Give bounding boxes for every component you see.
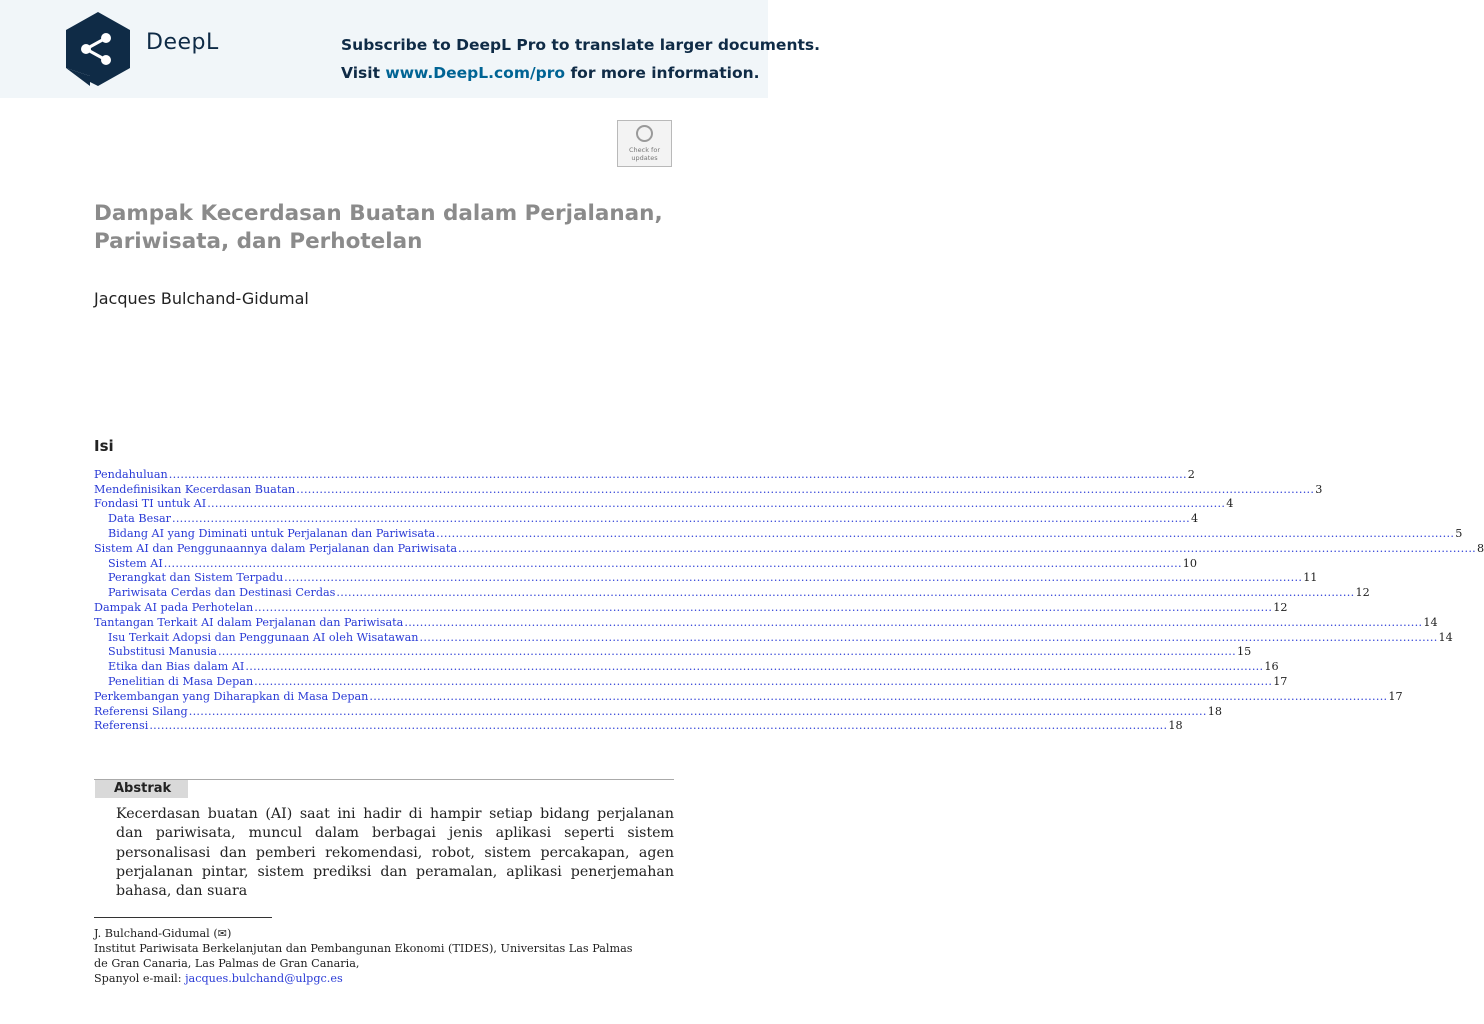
toc-leader-dots (172, 512, 1190, 525)
footnote-affiliation-1: Institut Pariwisata Berkelanjutan dan Pembangunan Ekonomi (TIDES), Universitas Las Palmas (94, 942, 633, 955)
crossmark-icon (636, 125, 653, 142)
deepl-logo-icon (62, 10, 134, 88)
toc-entry[interactable] (94, 688, 1403, 703)
toc-entry-page: 17 (1273, 674, 1288, 688)
toc-entry-label: Etika dan Bias dalam AI (108, 660, 245, 674)
toc-entry-label: Pendahuluan (94, 467, 168, 481)
toc-entry-page: 8 (1477, 541, 1484, 555)
footnote-author: J. Bulchand-Gidumal (✉) (94, 927, 232, 940)
promo-visit-text: Visit (341, 64, 386, 82)
toc-entry[interactable] (94, 644, 1252, 659)
toc-entry[interactable] (94, 703, 1222, 718)
deepl-logo-text: DeepL (146, 30, 219, 55)
toc-entry-page: 14 (1438, 630, 1453, 644)
toc-entry-page: 17 (1388, 689, 1403, 703)
toc-entry-page: 18 (1168, 719, 1183, 733)
toc-entry[interactable] (94, 481, 1323, 496)
toc-entry[interactable] (94, 496, 1234, 511)
toc-leader-dots (404, 616, 1422, 629)
toc-entry[interactable] (94, 466, 1195, 481)
toc-entry-label: Fondasi TI untuk AI (94, 497, 207, 511)
toc-entry-label: Sistem AI dan Penggunaannya dalam Perjalanan dan Pariwisata (94, 541, 457, 555)
promo-more-info-text: for more information. (565, 64, 760, 82)
toc-entry-page: 15 (1236, 645, 1252, 659)
footnote-rule (94, 917, 272, 918)
toc-entry-label: Data Besar (108, 512, 171, 526)
footnote-affiliation-2: de Gran Canaria, Las Palmas de Gran Canaria, (94, 957, 360, 970)
toc-entry[interactable] (94, 599, 1288, 614)
toc-entry[interactable] (94, 540, 1484, 555)
toc-entry-label: Substitusi Manusia (108, 645, 217, 659)
toc-entry-page: 4 (1191, 512, 1199, 526)
toc-entry-label: Referensi (94, 719, 149, 733)
toc-leader-dots (245, 660, 1263, 673)
toc-entry-page: 5 (1455, 526, 1463, 540)
toc-leader-dots (189, 705, 1207, 718)
toc-entry-label: Dampak AI pada Perhotelan (94, 600, 254, 614)
toc-entry-label: Penelitian di Masa Depan (108, 674, 254, 688)
toc-heading: Isi (94, 437, 114, 455)
toc-leader-dots (218, 645, 1236, 658)
toc-leader-dots (458, 542, 1476, 555)
check-for-updates-text (618, 147, 671, 162)
toc-leader-dots (296, 483, 1314, 496)
toc-entry[interactable] (94, 629, 1453, 644)
chapter-title: Dampak Kecerdasan Buatan dalam Perjalanan, Pariwisata, dan Perhotelan (94, 201, 663, 254)
toc-entry-page: 18 (1207, 704, 1222, 718)
footnote-email-line (94, 971, 694, 986)
promo-line-2 (341, 64, 760, 82)
toc-entry-page: 12 (1273, 600, 1288, 614)
toc-entry-label: Isu Terkait Adopsi dan Penggunaan AI oleh Wisatawan (108, 630, 419, 644)
author-name: Jacques Bulchand-Gidumal (94, 289, 309, 308)
email-link[interactable]: jacques.bulchand@ulpgc.es (185, 972, 343, 985)
table-of-contents (94, 466, 1484, 733)
toc-entry-label: Perangkat dan Sistem Terpadu (108, 571, 284, 585)
toc-entry-page: 10 (1182, 556, 1198, 570)
toc-entry[interactable] (94, 584, 1370, 600)
toc-leader-dots (369, 690, 1387, 703)
toc-entry-label: Pariwisata Cerdas dan Destinasi Cerdas (108, 586, 336, 600)
toc-leader-dots (254, 601, 1272, 614)
toc-leader-dots (336, 586, 1354, 599)
toc-entry[interactable] (94, 525, 1463, 540)
abstract-text: Kecerdasan buatan (AI) saat ini hadir di hampir setiap bidang perjalanan dan pariwisata, muncul dalam berbagai jenis aplikasi seperti sistem personalisasi dan pemberi rekomendasi, robot, sistem percakapan, agen perjalanan pintar, sistem prediksi dan peramalan, aplikasi penerjemahan bahasa, dan suara (116, 806, 674, 900)
toc-entry-label: Perkembangan yang Diharapkan di Masa Depan (94, 689, 369, 703)
toc-entry-label: Sistem AI (108, 556, 163, 570)
check-for-updates-badge[interactable] (617, 120, 672, 167)
toc-leader-dots (149, 719, 1167, 732)
toc-entry-label: Mendefinisikan Kecerdasan Buatan (94, 482, 296, 496)
toc-entry[interactable] (94, 570, 1318, 585)
toc-leader-dots (207, 497, 1225, 510)
toc-entry-page: 11 (1303, 571, 1318, 585)
deepl-banner (0, 0, 821, 98)
toc-entry-label: Referensi Silang (94, 704, 188, 718)
email-label: Spanyol e-mail: (94, 972, 186, 985)
toc-leader-dots (254, 675, 1272, 688)
toc-entry-page: 3 (1315, 482, 1323, 496)
abstract-heading: Abstrak (114, 781, 172, 796)
toc-leader-dots (420, 631, 1438, 644)
footnote (94, 926, 694, 986)
toc-leader-dots (284, 571, 1302, 584)
toc-entry[interactable] (94, 614, 1438, 629)
toc-entry[interactable] (94, 673, 1288, 688)
toc-entry-label: Bidang AI yang Diminati untuk Perjalanan dan Pariwisata (108, 526, 436, 540)
toc-entry-page: 2 (1187, 467, 1195, 481)
badge-line-2: updates (631, 153, 658, 162)
toc-entry-label: Tantangan Terkait AI dalam Perjalanan dan Pariwisata (94, 615, 404, 629)
toc-entry-page: 14 (1423, 615, 1438, 629)
toc-leader-dots (436, 527, 1454, 540)
toc-entry[interactable] (94, 555, 1198, 570)
toc-entry[interactable] (94, 510, 1199, 526)
toc-leader-dots (164, 557, 1182, 570)
toc-entry-page: 12 (1355, 586, 1370, 600)
toc-entry-page: 16 (1264, 660, 1279, 674)
badge-line-1: Check for (629, 146, 660, 154)
promo-line-1: Subscribe to DeepL Pro to translate larger documents. (341, 36, 821, 54)
toc-entry[interactable] (94, 658, 1279, 674)
toc-entry[interactable] (94, 718, 1183, 733)
deepl-pro-link[interactable]: www.DeepL.com/pro (385, 64, 566, 82)
toc-entry-page: 4 (1226, 497, 1234, 511)
toc-leader-dots (169, 468, 1187, 481)
